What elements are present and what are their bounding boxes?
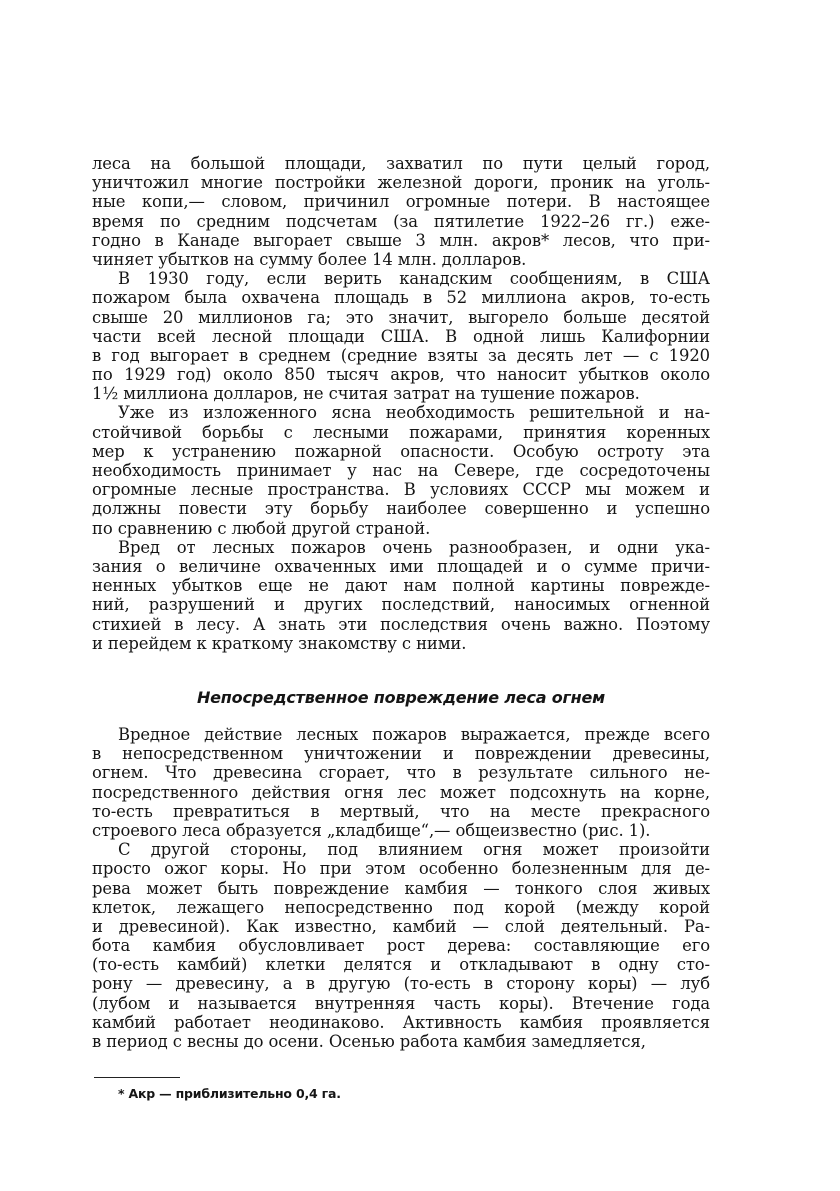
paragraph	[92, 840, 710, 1051]
text-line: свыше 20 миллионов га; это значит, выгорело больше десятой	[92, 307, 710, 327]
text-line: стойчивой борьбы с лесными пожарами, принятия коренных	[92, 422, 710, 442]
text-line: в период с весны до осени. Осенью работа камбия замедляется,	[92, 1032, 646, 1051]
text-line: должны повести эту борьбу наиболее совершенно и успешно	[92, 499, 710, 519]
text-line: Уже из изложенного ясна необходимость решительной и на-	[118, 403, 710, 423]
text-line: Вредное действие лесных пожаров выражается, прежде всего	[118, 725, 710, 744]
text-line: камбий работает неодинаково. Активность камбия проявляется	[92, 1012, 710, 1032]
text-line: ненных убытков еще не дают нам полной картины поврежде-	[92, 576, 710, 596]
text-line: время по средним подсчетам (за пятилетие 1922–26 гг.) еже-	[92, 211, 710, 231]
paragraph	[92, 538, 710, 653]
text-line: части всей лесной площади США. В одной лишь Калифорнии	[92, 326, 710, 346]
text-line: огромные лесные пространства. В условиях СССР мы можем и	[92, 480, 710, 500]
text-line: чиняет убытков на сумму более 14 млн. долларов.	[92, 249, 527, 269]
text-line: С другой стороны, под влиянием огня может произойти	[118, 840, 710, 860]
text-line: (лубом и называется внутренняя часть коры). Втечение года	[92, 993, 710, 1013]
footnote-divider	[94, 1077, 180, 1078]
text-line: то-есть превратиться в мертвый, что на месте прекрасного	[92, 801, 710, 821]
body-text-bottom	[92, 725, 710, 1051]
text-line: В 1930 году, если верить канадским сообщениям, в США	[118, 269, 710, 289]
text-line: и перейдем к краткому знакомству с ними.	[92, 633, 467, 653]
text-line: по сравнению с любой другой страной.	[92, 518, 431, 538]
text-line: ний, разрушений и других последствий, наносимых огненной	[92, 595, 710, 615]
footnote: * Акр — приблизительно 0,4 га.	[118, 1086, 341, 1101]
text-line: по 1929 год) около 850 тысяч акров, что наносит убытков около	[92, 365, 710, 385]
text-line: леса на большой площади, захватил по пути целый город,	[92, 154, 710, 173]
paragraph	[92, 725, 710, 840]
text-line: просто ожог коры. Но при этом особенно болезненным для де-	[92, 859, 710, 879]
text-line: ные копи,— словом, причинил огромные потери. В настоящее	[92, 192, 710, 212]
body-text-top	[92, 154, 710, 653]
text-line: посредственного действия огня лес может подсохнуть на корне,	[92, 782, 710, 802]
text-line: Вред от лесных пожаров очень разнообразен, и одни ука-	[118, 537, 710, 557]
text-line: уничтожил многие постройки железной дороги, проник на уголь-	[92, 173, 710, 193]
text-line: пожаром была охвачена площадь в 52 миллиона акров, то-есть	[92, 288, 710, 308]
text-line: стихией в лесу. А знать эти последствия очень важно. Поэтому	[92, 614, 710, 634]
text-line: мер к устранению пожарной опасности. Особую остроту эта	[92, 441, 710, 461]
text-line: рону — древесину, а в другую (то-есть в сторону коры) — луб	[92, 974, 710, 994]
paragraph	[92, 154, 710, 269]
paragraph	[92, 269, 710, 403]
text-line: необходимость принимает у нас на Севере, где сосредоточены	[92, 461, 710, 480]
text-line: строевого леса образуется „кладбище“,— общеизвестно (рис. 1).	[92, 820, 651, 840]
text-line: зания о величине охваченных ими площадей и о сумме причи-	[92, 556, 710, 576]
text-line: (то-есть камбий) клетки делятся и откладывают в одну сто-	[92, 955, 710, 975]
text-line: в непосредственном уничтожении и повреждении древесины,	[92, 744, 710, 764]
text-line: рева может быть повреждение камбия — тонкого слоя живых	[92, 878, 710, 898]
text-line: и древесиной). Как известно, камбий — слой деятельный. Ра-	[92, 916, 710, 936]
text-line: в год выгорает в среднем (средние взяты за десять лет — с 1920	[92, 345, 710, 365]
text-line: огнем. Что древесина сгорает, что в результате сильного не-	[92, 763, 710, 783]
text-line: бота камбия обусловливает рост дерева: составляющие его	[92, 936, 710, 956]
text-line: 1½ миллиона долларов, не считая затрат на тушение пожаров.	[92, 384, 640, 404]
paragraph	[92, 403, 710, 537]
text-line: клеток, лежащего непосредственно под корой (между корой	[92, 897, 710, 917]
section-heading: Непосредственное повреждение леса огнем	[196, 688, 606, 707]
text-line: годно в Канаде выгорает свыше 3 млн. акров* лесов, что при-	[92, 230, 710, 250]
